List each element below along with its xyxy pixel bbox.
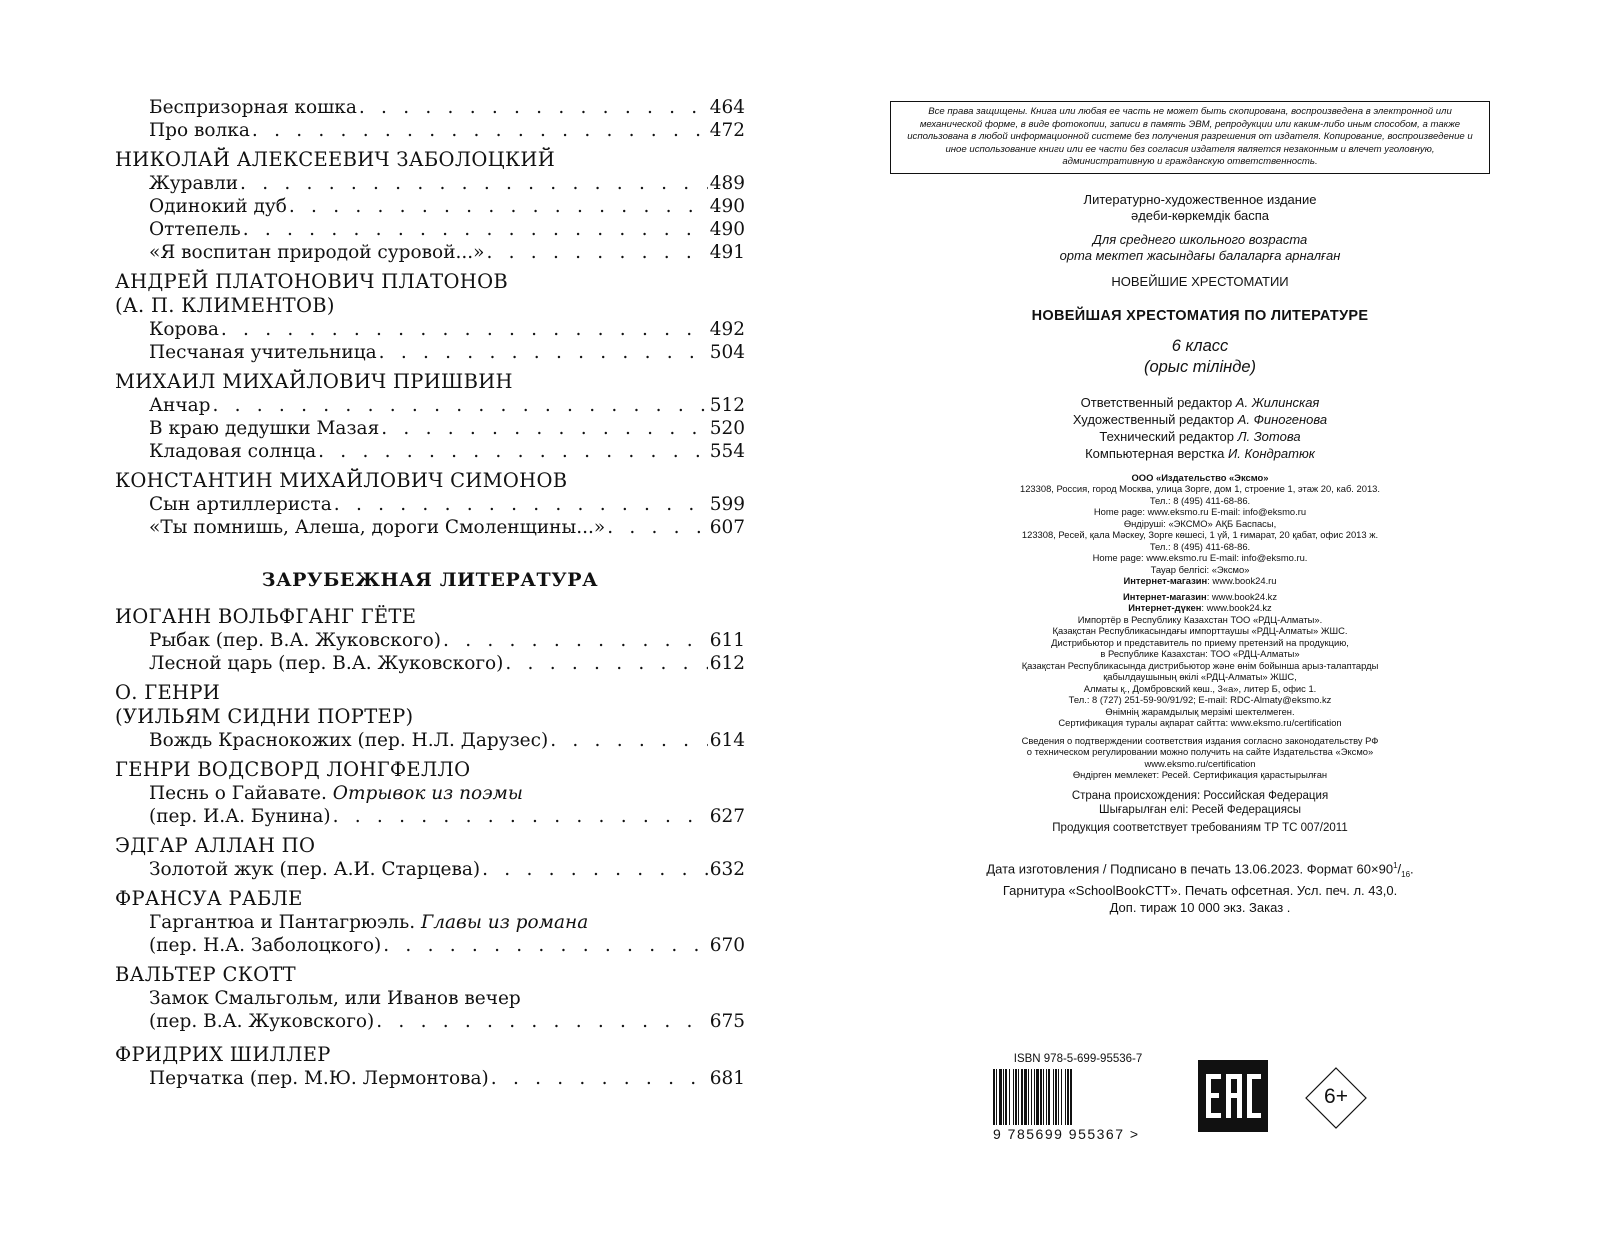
- kz-line: Қазақстан Республикасындағы импорттаушы «РДЦ-Алматы» ЖШС.: [1052, 625, 1348, 636]
- author-heading: КОНСТАНТИН МИХАЙЛОВИЧ СИМОНОВ: [115, 469, 568, 492]
- toc-entry[interactable]: В краю дедушки Мазая . . . 520: [115, 417, 745, 440]
- toc-entry[interactable]: «Ты помнишь, Алеша, дороги Смоленщины...» . . . 607: [115, 516, 745, 539]
- staff-line: Ответственный редактор А. Жилинская: [1080, 394, 1320, 410]
- edition-type-kz: әдеби-көркемдік баспа: [1130, 207, 1269, 223]
- toc-entry[interactable]: (пер. В.А. Жуковского) . . . 675: [115, 1010, 745, 1033]
- toc-entry[interactable]: Про волка . . . 472: [115, 119, 745, 142]
- toc-entry[interactable]: Перчатка (пер. М.Ю. Лермонтова) . . . 681: [115, 1067, 745, 1090]
- cert-line: www.eksmo.ru/certification: [1144, 757, 1256, 769]
- grade: 6 класс: [1171, 336, 1229, 355]
- age-label: 6+: [1324, 1085, 1348, 1108]
- author-heading: ГЕНРИ ВОДСВОРД ЛОНГФЕЛЛО: [115, 758, 471, 781]
- author-heading: ФРИДРИХ ШИЛЛЕР: [115, 1043, 331, 1066]
- publisher-name: ООО «Издательство «Эксмо»: [1131, 471, 1269, 483]
- section-heading: ЗАРУБЕЖНАЯ ЛИТЕРАТУРА: [261, 569, 599, 591]
- print-details: [890, 857, 1510, 917]
- language-note: (орыс тілінде): [1143, 357, 1257, 376]
- shop-line: Интернет-дүкен: www.book24.kz: [1128, 602, 1272, 613]
- print-line: Гарнитура «SchoolBookCTT». Печать офсетная. Усл. печ. л. 43,0.: [1002, 883, 1398, 899]
- toc-entry[interactable]: Лесной царь (пер. В.А. Жуковского) . . . 612: [115, 652, 745, 675]
- age-rating: [1305, 1067, 1367, 1129]
- toc-entry[interactable]: Беспризорная кошка . . . 464: [115, 96, 745, 119]
- barcode-icon: [993, 1069, 1163, 1125]
- kz-line: Импортёр в Республику Казахстан ТОО «РДЦ-Алматы».: [1077, 613, 1323, 625]
- toc-entry[interactable]: Сын артиллериста . . . 599: [115, 493, 745, 516]
- author-heading-pseudonym: (А. П. КЛИМЕНТОВ): [115, 294, 335, 317]
- staff-line: Компьютерная верстка И. Кондратюк: [1085, 445, 1315, 461]
- audience: Для среднего школьного возраста: [1092, 231, 1308, 247]
- author-heading: ФРАНСУА РАБЛЕ: [115, 887, 303, 910]
- kz-line: Қазақстан Республикасында дистрибьютор және өнім бойынша арыз-талаптарды: [1021, 659, 1379, 671]
- cert-line: Өндірген мемлекет: Ресей. Сертификация қарастырылған: [1072, 769, 1328, 780]
- author-heading: ИОГАНН ВОЛЬФГАНГ ГЁТЕ: [115, 605, 417, 628]
- author-heading: О. ГЕНРИ: [115, 681, 221, 704]
- kz-line: Дистрибьютор и представитель по приему претензий на продукцию,: [1051, 636, 1349, 648]
- imprint-page: [890, 101, 1510, 916]
- toc-entry[interactable]: Одинокий дуб . . . 490: [115, 195, 745, 218]
- author-heading: ЭДГАР АЛЛАН ПО: [115, 834, 316, 857]
- shop-line: Интернет-магазин: www.book24.ru: [1123, 575, 1277, 586]
- eac-logo-icon: [1198, 1060, 1268, 1132]
- isbn-number: ISBN 978-5-699-95536-7: [1013, 1053, 1143, 1065]
- author-heading: АНДРЕЙ ПЛАТОНОВИЧ ПЛАТОНОВ: [115, 270, 508, 293]
- author-heading: НИКОЛАЙ АЛЕКСЕЕВИЧ ЗАБОЛОЦКИЙ: [115, 148, 555, 171]
- book-title: НОВЕЙШАЯ ХРЕСТОМАТИЯ ПО ЛИТЕРАТУРЕ: [1031, 307, 1369, 324]
- toc-entry[interactable]: Оттепель . . . 490: [115, 218, 745, 241]
- audience-kz: орта мектеп жасындағы балаларға арналған: [1059, 247, 1341, 263]
- table-of-contents: [115, 96, 745, 1090]
- origin-country: Страна происхождения: Российская Федерация: [1071, 789, 1329, 802]
- kz-line: в Республике Казахстан: ТОО «РДЦ-Алматы»: [1100, 648, 1300, 659]
- print-line: Дата изготовления / Подписано в печать 13.06.2023. Формат $60\times 90^1/_{16}$.: [986, 860, 1414, 879]
- kz-line: Өнімнің жарамдылық мерзімі шектелмеген.: [1105, 705, 1295, 717]
- publisher-block: [890, 472, 1510, 781]
- publisher-line: 123308, Россия, город Москва, улица Зорге, дом 1, строение 1, этаж 20, каб. 2013.: [1020, 483, 1380, 494]
- toc-entry-title-line[interactable]: Замок Смальгольм, или Иванов вечер: [149, 988, 521, 1009]
- toc-entry[interactable]: Песчаная учительница . . . 504: [115, 341, 745, 364]
- compliance-note: Продукция соответствует требованиям ТР ТС 007/2011: [1052, 821, 1348, 834]
- publisher-line: Тел.: 8 (495) 411-68-86.: [1149, 540, 1251, 552]
- eac-mark-icon: [1198, 1060, 1268, 1132]
- author-heading-pseudonym: (УИЛЬЯМ СИДНИ ПОРТЕР): [115, 705, 414, 728]
- toc-entry[interactable]: «Я воспитан природой суровой...» . . . 491: [115, 241, 745, 264]
- toc-entry[interactable]: (пер. Н.А. Заболоцкого) . . . 670: [115, 934, 745, 957]
- toc-entry-title-line[interactable]: Гаргантюа и Пантагрюэль. Главы из романа: [149, 912, 589, 933]
- publisher-line: Home page: www.eksmo.ru E-mail: info@eksmo.ru.: [1092, 552, 1308, 563]
- toc-entry[interactable]: Рыбак (пер. В.А. Жуковского) . . . 611: [115, 629, 745, 652]
- series-name: НОВЕЙШИЕ ХРЕСТОМАТИИ: [1111, 273, 1289, 289]
- kz-line: Тел.: 8 (727) 251-59-90/91/92; E-mail: RDC-Almaty@eksmo.kz: [1068, 694, 1332, 705]
- author-heading: МИХАИЛ МИХАЙЛОВИЧ ПРИШВИН: [115, 370, 513, 393]
- publisher-line: Өндіруші: «ЭКСМО» АҚБ Баспасы,: [1123, 517, 1277, 529]
- toc-entry-title-line[interactable]: Песнь о Гайавате. Отрывок из поэмы: [149, 783, 523, 804]
- author-heading: ВАЛЬТЕР СКОТТ: [115, 963, 296, 986]
- cert-line: Сведения о подтверждении соответствия издания согласно законодательству РФ: [1021, 734, 1379, 746]
- toc-entry[interactable]: Вождь Краснокожих (пер. Н.Л. Дарузес) . . . 614: [115, 729, 745, 752]
- staff-line: Технический редактор Л. Зотова: [1099, 428, 1301, 444]
- publisher-line: Тел.: 8 (495) 411-68-86.: [1149, 494, 1251, 506]
- toc-entry[interactable]: Анчар . . . 512: [115, 394, 745, 417]
- toc-entry[interactable]: Журавли . . . 489: [115, 172, 745, 195]
- toc-entry[interactable]: Кладовая солнца . . . 554: [115, 440, 745, 463]
- toc-entry[interactable]: Золотой жук (пер. А.И. Старцева) . . . 632: [115, 858, 745, 881]
- shop-line: Интернет-магазин: www.book24.kz: [1122, 590, 1278, 602]
- kz-line: Сертификация туралы ақпарат сайтта: www.eksmo.ru/certification: [1058, 717, 1342, 728]
- publisher-line: Home page: www.eksmo.ru E-mail: info@eksmo.ru: [1093, 506, 1307, 517]
- isbn-barcode: [993, 1053, 1163, 1142]
- staff-list: [890, 394, 1510, 462]
- toc-entry[interactable]: Корова . . . 492: [115, 318, 745, 341]
- print-line: Доп. тираж 10 000 экз. Заказ .: [1109, 900, 1291, 916]
- publisher-line: 123308, Ресей, қала Мәскеу, Зорге көшесі, 1 үй, 1 ғимарат, 20 қабат, офис 2013 ж.: [1021, 529, 1379, 540]
- cert-line: о техническом регулировании можно получить на сайте Издательства «Эксмо»: [1026, 746, 1374, 757]
- copyright-notice: Все права защищены. Книга или любая ее часть не может быть скопирована, воспроизведена в электронной или механической форме, в виде фотокопии, записи в память ЭВМ, репродукции или каким-либо иным способом, а также использована в любой информационной системе без получения разрешения от издателя. Копирование, воспроизведение и иное использование книги или ее части без согласия издателя является незаконным и влечет уголовную, административную и гражданскую ответственность.: [890, 101, 1490, 174]
- staff-line: Художественный редактор А. Финогенова: [1072, 411, 1328, 427]
- kz-line: қабылдаушының өкілі «РДЦ-Алматы» ЖШС,: [1103, 671, 1297, 682]
- barcode-digits: 9 785699 955367 >: [993, 1126, 1140, 1142]
- edition-type: Литературно-художественное издание: [1083, 191, 1317, 207]
- toc-entry[interactable]: (пер. И.А. Бунина) . . . 627: [115, 805, 745, 828]
- origin-country-kz: Шығарылған елі: Ресей Федерациясы: [1099, 803, 1301, 816]
- publisher-line: Тауар белгісі: «Эксмо»: [1150, 563, 1250, 575]
- kz-line: Алматы қ., Домбровский көш., 3«а», литер Б, офис 1.: [1083, 682, 1317, 694]
